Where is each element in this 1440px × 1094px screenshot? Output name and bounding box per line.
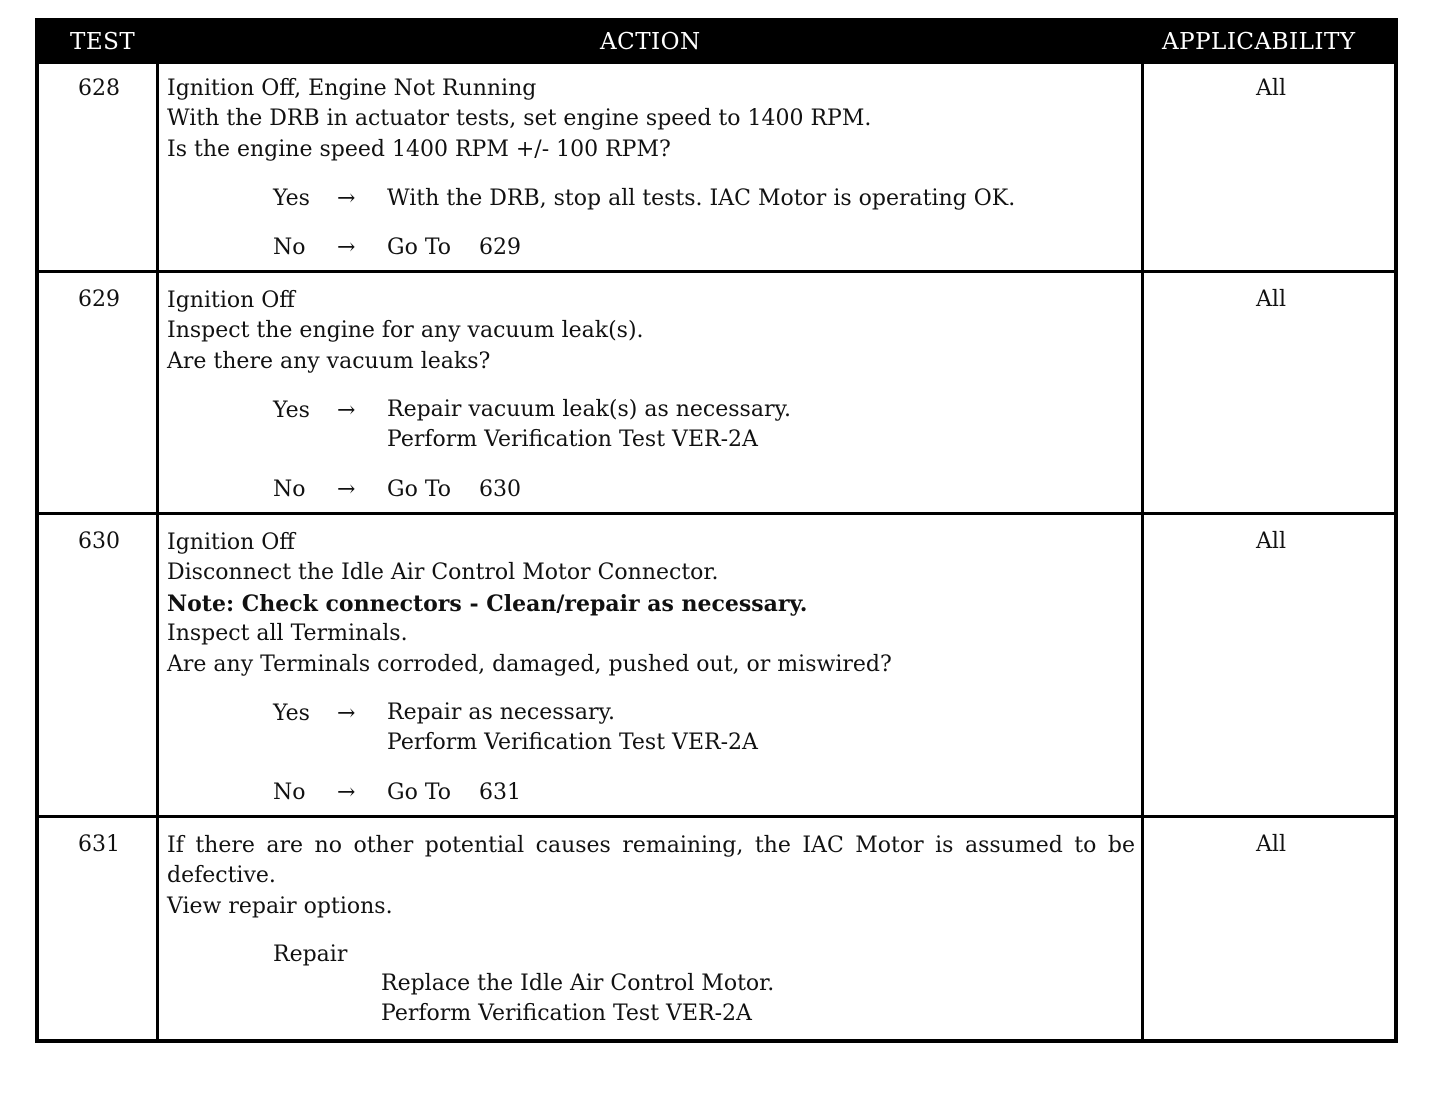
arrow-right-icon: → <box>337 701 356 726</box>
yes-action-line: Repair vacuum leak(s) as necessary. <box>387 397 791 422</box>
no-label: No <box>273 235 306 260</box>
row-divider <box>39 270 1394 273</box>
yes-label: Yes <box>273 186 310 211</box>
test-number: 628 <box>78 76 120 101</box>
note-line: Note: Check connectors - Clean/repair as necessary. <box>167 590 808 617</box>
row-divider <box>39 512 1394 515</box>
yes-label: Yes <box>273 701 310 726</box>
no-label: No <box>273 780 306 805</box>
yes-action-line: Repair as necessary. <box>387 700 615 725</box>
action-line: Inspect the engine for any vacuum leak(s). <box>167 318 644 344</box>
yes-action <box>387 698 758 759</box>
action-line: Is the engine speed 1400 RPM +/- 100 RPM? <box>167 136 671 162</box>
action-line: Ignition Off <box>167 530 295 555</box>
header-action: ACTION <box>600 29 701 55</box>
yes-action <box>387 395 791 456</box>
goto-target: 630 <box>479 477 521 502</box>
test-number: 631 <box>78 832 120 857</box>
action-line: With the DRB in actuator tests, set engine speed to 1400 RPM. <box>167 106 872 132</box>
action-line: Disconnect the Idle Air Control Motor Connector. <box>167 560 719 586</box>
goto-target: 631 <box>479 780 521 805</box>
arrow-right-icon: → <box>337 398 356 423</box>
repair-label: Repair <box>273 942 348 967</box>
repair-action-line: Replace the Idle Air Control Motor. <box>381 971 775 996</box>
header-applicability: APPLICABILITY <box>1162 29 1356 55</box>
yes-action-line: Perform Verification Test VER-2A <box>387 427 758 453</box>
applicability-value: All <box>1256 76 1286 101</box>
action-text <box>167 892 393 922</box>
applicability-value: All <box>1256 832 1286 857</box>
action-line: Are there any vacuum leaks? <box>167 348 491 374</box>
action-text <box>167 286 644 377</box>
yes-label: Yes <box>273 398 310 423</box>
repair-action <box>381 969 774 1030</box>
row-divider <box>39 815 1394 818</box>
test-number: 630 <box>78 529 120 554</box>
action-line: View repair options. <box>167 894 393 919</box>
action-line: Ignition Off <box>167 288 295 313</box>
action-text <box>167 528 892 680</box>
action-intro: If there are no other potential causes remaining, the IAC Motor is assumed to be defective. <box>167 833 1135 889</box>
goto-text: Go To <box>387 477 452 502</box>
repair-action-line: Perform Verification Test VER-2A <box>381 1001 752 1027</box>
yes-action-line: Perform Verification Test VER-2A <box>387 730 758 756</box>
table-header <box>39 22 1394 64</box>
goto-text: Go To <box>387 780 452 805</box>
arrow-right-icon: → <box>337 780 356 805</box>
action-line: Inspect all Terminals. <box>167 621 408 647</box>
applicability-value: All <box>1256 529 1286 554</box>
arrow-right-icon: → <box>337 235 356 260</box>
header-test: TEST <box>70 29 136 55</box>
arrow-right-icon: → <box>337 477 356 502</box>
applicability-value: All <box>1256 287 1286 312</box>
yes-action: With the DRB, stop all tests. IAC Motor is operating OK. <box>387 186 1016 211</box>
no-label: No <box>273 477 306 502</box>
arrow-right-icon: → <box>337 186 356 211</box>
goto-target: 629 <box>479 235 521 260</box>
column-divider-applicability <box>1141 22 1144 1039</box>
action-text <box>167 74 871 165</box>
diagnostic-table <box>35 18 1398 1043</box>
action-line: Are any Terminals corroded, damaged, pushed out, or miswired? <box>167 651 892 677</box>
action-line: Ignition Off, Engine Not Running <box>167 76 537 101</box>
test-number: 629 <box>78 287 120 312</box>
goto-text: Go To <box>387 235 452 260</box>
